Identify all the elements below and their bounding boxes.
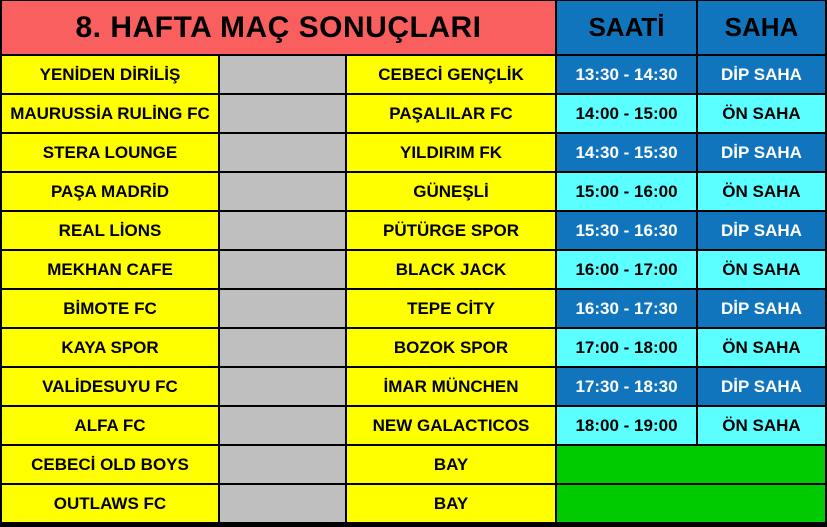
home-team-cell: OUTLAWS FC (2, 485, 218, 522)
match-time-cell: 15:30 - 16:30 (557, 212, 696, 249)
score-cell (220, 95, 345, 132)
match-time-cell: 14:30 - 15:30 (557, 134, 696, 171)
home-team-cell: KAYA SPOR (2, 329, 218, 366)
away-team-cell: CEBECİ GENÇLİK (347, 56, 555, 93)
away-team-cell: NEW GALACTICOS (347, 407, 555, 444)
score-cell (220, 329, 345, 366)
home-team-cell: PAŞA MADRİD (2, 173, 218, 210)
field-cell: DİP SAHA (698, 212, 825, 249)
field-cell: ÖN SAHA (698, 251, 825, 288)
score-cell (220, 134, 345, 171)
match-time-cell: 15:00 - 16:00 (557, 173, 696, 210)
away-team-cell: PAŞALILAR FC (347, 95, 555, 132)
match-time-cell: 17:00 - 18:00 (557, 329, 696, 366)
field-cell: DİP SAHA (698, 134, 825, 171)
score-cell (220, 212, 345, 249)
away-team-cell: İMAR MÜNCHEN (347, 368, 555, 405)
column-header-time: SAATİ (557, 1, 696, 54)
away-team-cell: BOZOK SPOR (347, 329, 555, 366)
home-team-cell: MAURUSSİA RULİNG FC (2, 95, 218, 132)
home-team-cell: YENİDEN DİRİLİŞ (2, 56, 218, 93)
home-team-cell: REAL LİONS (2, 212, 218, 249)
field-cell: ÖN SAHA (698, 173, 825, 210)
home-team-cell: ALFA FC (2, 407, 218, 444)
score-cell (220, 485, 345, 522)
score-cell (220, 368, 345, 405)
table-title: 8. HAFTA MAÇ SONUÇLARI (2, 1, 555, 54)
match-time-cell: 18:00 - 19:00 (557, 407, 696, 444)
bye-cell (557, 446, 825, 483)
away-team-cell: TEPE CİTY (347, 290, 555, 327)
score-cell (220, 290, 345, 327)
away-team-cell: PÜTÜRGE SPOR (347, 212, 555, 249)
score-cell (220, 56, 345, 93)
away-team-cell: BAY (347, 446, 555, 483)
field-cell: ÖN SAHA (698, 329, 825, 366)
field-cell: ÖN SAHA (698, 95, 825, 132)
home-team-cell: VALİDESUYU FC (2, 368, 218, 405)
bye-cell (557, 485, 825, 522)
match-time-cell: 16:30 - 17:30 (557, 290, 696, 327)
column-header-field: SAHA (698, 1, 825, 54)
match-time-cell: 13:30 - 14:30 (557, 56, 696, 93)
home-team-cell: BİMOTE FC (2, 290, 218, 327)
field-cell: DİP SAHA (698, 290, 825, 327)
away-team-cell: YILDIRIM FK (347, 134, 555, 171)
field-cell: ÖN SAHA (698, 407, 825, 444)
home-team-cell: MEKHAN CAFE (2, 251, 218, 288)
score-cell (220, 173, 345, 210)
away-team-cell: BAY (347, 485, 555, 522)
home-team-cell: CEBECİ OLD BOYS (2, 446, 218, 483)
match-time-cell: 14:00 - 15:00 (557, 95, 696, 132)
match-time-cell: 16:00 - 17:00 (557, 251, 696, 288)
away-team-cell: BLACK JACK (347, 251, 555, 288)
away-team-cell: GÜNEŞLİ (347, 173, 555, 210)
match-time-cell: 17:30 - 18:30 (557, 368, 696, 405)
field-cell: DİP SAHA (698, 368, 825, 405)
home-team-cell: STERA LOUNGE (2, 134, 218, 171)
score-cell (220, 251, 345, 288)
field-cell: DİP SAHA (698, 56, 825, 93)
score-cell (220, 446, 345, 483)
score-cell (220, 407, 345, 444)
